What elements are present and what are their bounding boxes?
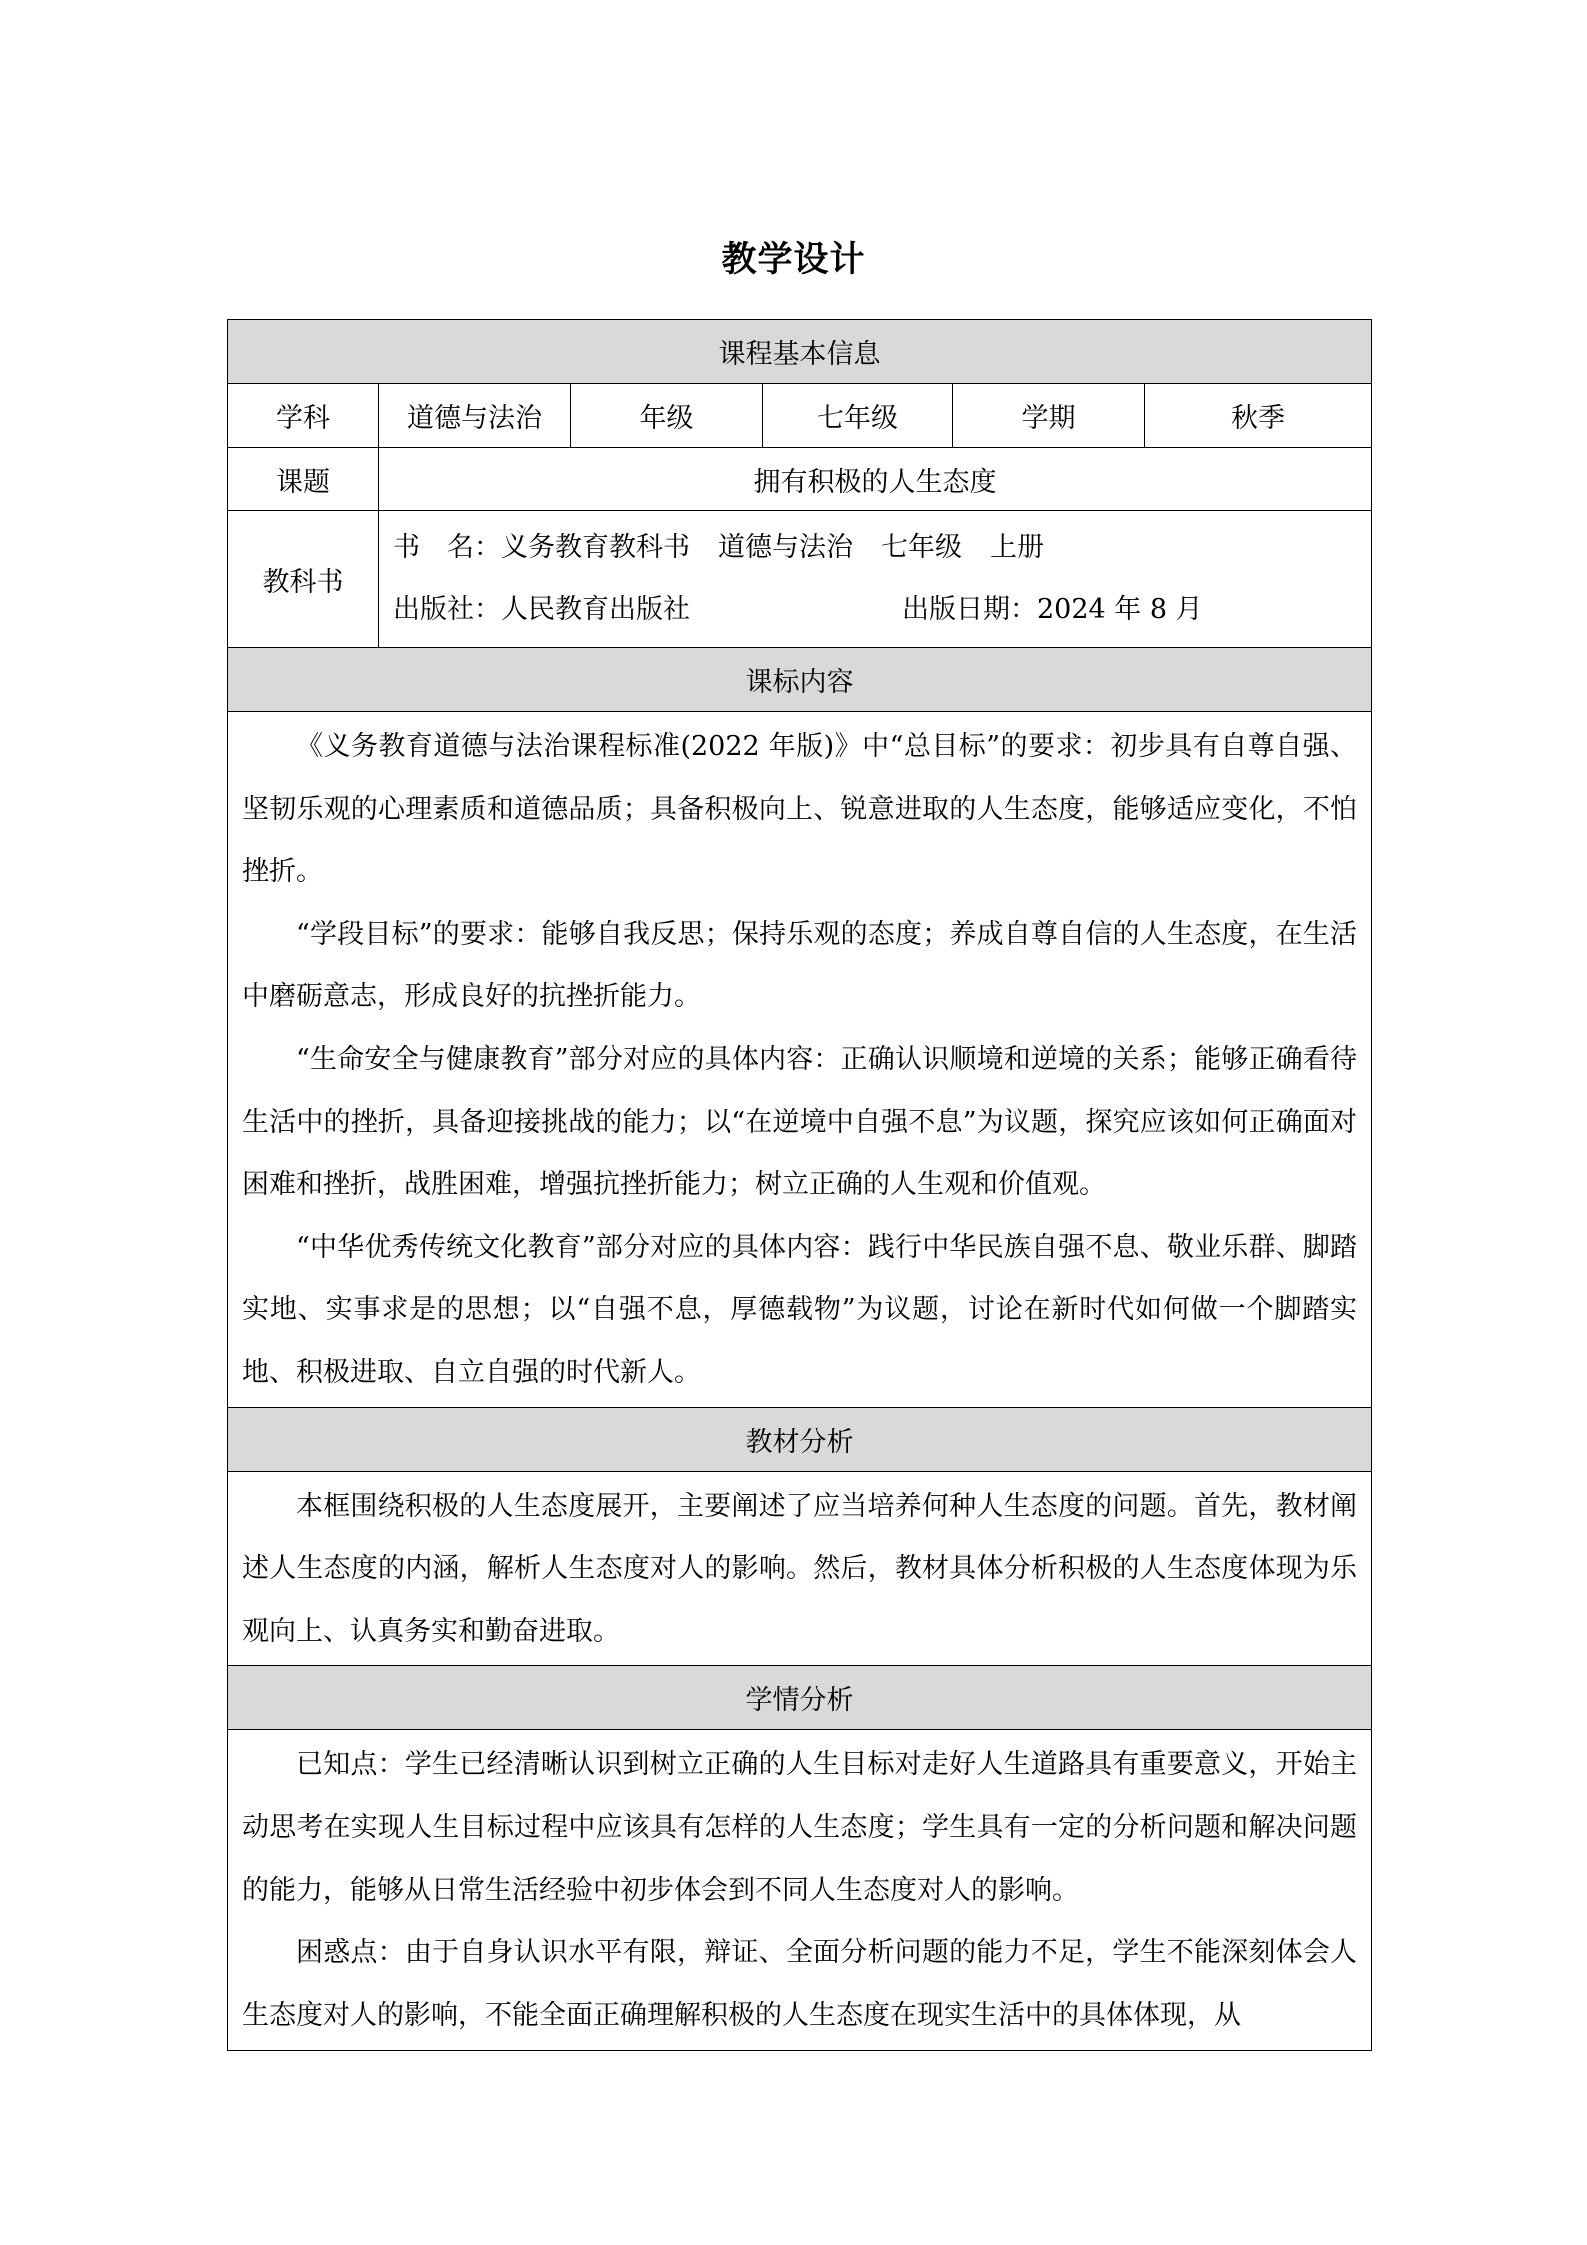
textbook-info xyxy=(379,511,1372,648)
student-analysis-content xyxy=(228,1730,1372,2051)
textbook-analysis-content xyxy=(228,1471,1372,1666)
book-grade: 七年级 xyxy=(881,532,962,563)
document-title: 教学设计 xyxy=(721,239,866,280)
topic-label: 课题 xyxy=(228,448,379,511)
paragraph: “学段目标”的要求：能够自我反思；保持乐观的态度；养成自尊自信的人生态度，在生活中磨砺意志，形成良好的抗挫折能力。 xyxy=(242,918,1358,1013)
textbook-label: 教科书 xyxy=(228,511,379,648)
publish-date-label: 出版日期： xyxy=(902,594,1037,625)
topic-value: 拥有积极的人生态度 xyxy=(379,448,1372,511)
term-label: 学期 xyxy=(953,384,1145,448)
grade-value: 七年级 xyxy=(763,384,953,448)
book-volume: 上册 xyxy=(990,532,1044,563)
paragraph: “生命安全与健康教育”部分对应的具体内容：正确认识顺境和逆境的关系；能够正确看待生活中的挫折，具备迎接挑战的能力；以“在逆境中自强不息”为议题，探究应该如何正确面对困难和挫折，战胜困难，增强抗挫折能力；树立正确的人生观和价值观。 xyxy=(242,1043,1358,1201)
book-name-value: 义务教育教科书 xyxy=(501,532,690,563)
publisher-label: 出版社： xyxy=(393,594,501,625)
lesson-design-table xyxy=(227,319,1372,2051)
term-value: 秋季 xyxy=(1145,384,1372,448)
book-name-line xyxy=(393,517,1357,579)
subject-value: 道德与法治 xyxy=(379,384,571,448)
book-subject: 道德与法治 xyxy=(718,532,853,563)
subject-label: 学科 xyxy=(228,384,379,448)
section-header-textbook-analysis: 教材分析 xyxy=(228,1407,1372,1471)
curriculum-standard-content xyxy=(228,712,1372,1408)
section-header-basic-info: 课程基本信息 xyxy=(228,320,1372,384)
paragraph: “中华优秀传统文化教育”部分对应的具体内容：践行中华民族自强不息、敬业乐群、脚踏实地、实事求是的思想；以“自强不息，厚德载物”为议题，讨论在新时代如何做一个脚踏实地、积极进取、自立自强的时代新人。 xyxy=(242,1231,1358,1388)
paragraph: 已知点：学生已经清晰认识到树立正确的人生目标对走好人生道路具有重要意义，开始主动思考在实现人生目标过程中应该具有怎样的人生态度；学生具有一定的分析问题和解决问题的能力，能够从日常生活经验中初步体会到不同人生态度对人的影响。 xyxy=(242,1749,1358,1906)
paragraph: 困惑点：由于自身认识水平有限，辩证、全面分析问题的能力不足，学生不能深刻体会人生态度对人的影响，不能全面正确理解积极的人生态度在现实生活中的具体体现，从 xyxy=(242,1937,1358,2031)
info-row xyxy=(228,384,1372,448)
textbook-row xyxy=(228,511,1372,648)
publish-date-value: 2024 年 8 月 xyxy=(1037,594,1203,625)
publisher-value: 人民教育出版社 xyxy=(501,594,690,625)
section-header-curriculum-standard: 课标内容 xyxy=(228,648,1372,712)
paragraph: 本框围绕积极的人生态度展开，主要阐述了应当培养何种人生态度的问题。首先，教材阐述人生态度的内涵，解析人生态度对人的影响。然后，教材具体分析积极的人生态度体现为乐观向上、认真务实和勤奋进取。 xyxy=(242,1490,1358,1647)
book-name-label: 书 名： xyxy=(393,532,501,563)
paragraph: 《义务教育道德与法治课程标准(2022 年版)》中“总目标”的要求：初步具有自尊自强、坚韧乐观的心理素质和道德品质；具备积极向上、锐意进取的人生态度，能够适应变化，不怕挫折。 xyxy=(242,731,1358,888)
publisher-line xyxy=(393,579,1357,641)
section-header-student-analysis: 学情分析 xyxy=(228,1666,1372,1730)
grade-label: 年级 xyxy=(571,384,763,448)
topic-row xyxy=(228,448,1372,511)
